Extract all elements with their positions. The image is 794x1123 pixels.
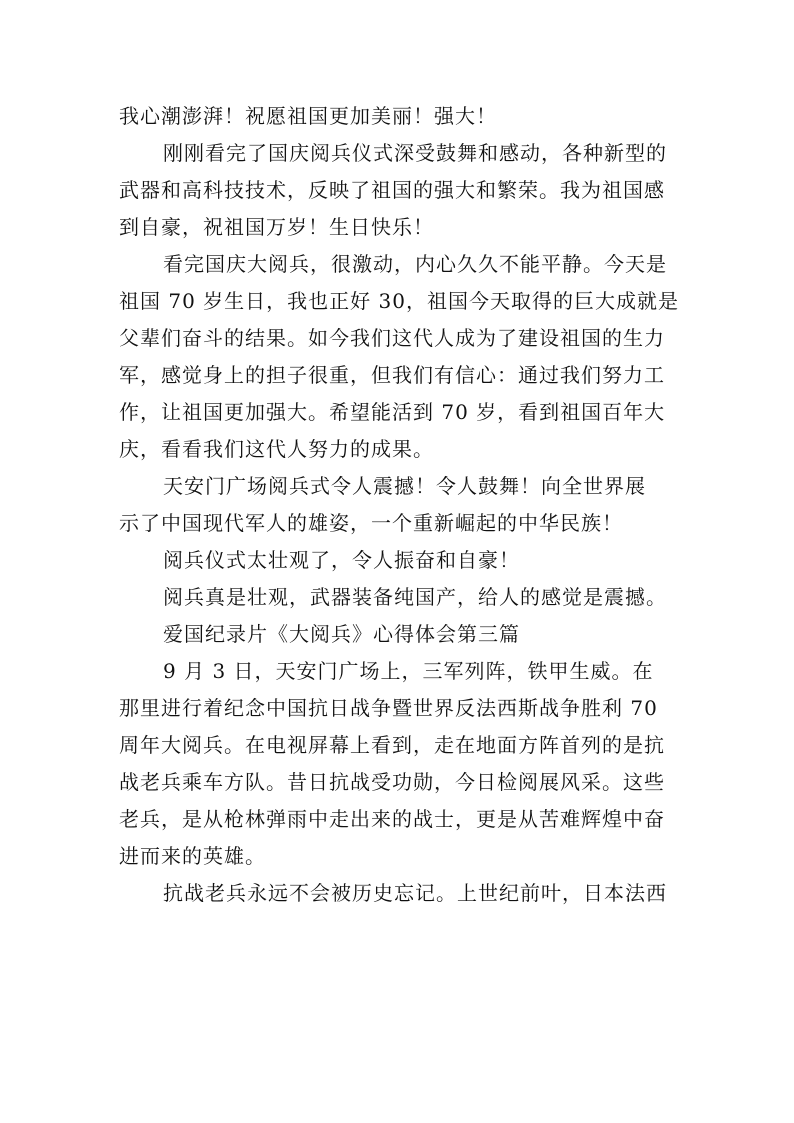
text-line: 9 月 3 日，天安门广场上，三军列阵，铁甲生威。在 <box>163 659 654 683</box>
text-line: 刚刚看完了国庆阅兵仪式深受鼓舞和感动，各种新型的 <box>163 141 667 165</box>
text-line: 抗战老兵永远不会被历史忘记。上世纪前叶，日本法西 <box>163 881 667 905</box>
text-line: 那里进行着纪念中国抗日战争暨世界反法西斯战争胜利 70 <box>119 696 658 720</box>
document-body <box>119 98 679 912</box>
text-line: 我心潮澎湃！祝愿祖国更加美丽！强大！ <box>119 104 497 128</box>
text-line: 祖国 70 岁生日，我也正好 30，祖国今天取得的巨大成就是 <box>119 289 679 313</box>
text-line: 作，让祖国更加强大。希望能活到 70 岁，看到祖国百年大 <box>119 400 666 424</box>
text-line: 看完国庆大阅兵，很激动，内心久久不能平静。今天是 <box>163 252 667 276</box>
text-line: 阅兵仪式太壮观了，令人振奋和自豪！ <box>163 548 520 572</box>
text-line: 老兵，是从枪林弹雨中走出来的战士，更是从苦难辉煌中奋 <box>119 807 665 831</box>
text-line: 军，感觉身上的担子很重，但我们有信心：通过我们努力工 <box>119 363 665 387</box>
text-line: 爱国纪录片《大阅兵》心得体会第三篇 <box>163 622 520 646</box>
text-line: 武器和高科技技术，反映了祖国的强大和繁荣。我为祖国感 <box>119 178 665 202</box>
text-line: 庆，看看我们这代人努力的成果。 <box>119 437 434 461</box>
text-line: 父辈们奋斗的结果。如今我们这代人成为了建设祖国的生力 <box>119 326 665 350</box>
text-line: 到自豪，祝祖国万岁！生日快乐！ <box>119 215 434 239</box>
text-line: 周年大阅兵。在电视屏幕上看到，走在地面方阵首列的是抗 <box>119 733 665 757</box>
text-line: 战老兵乘车方队。昔日抗战受功勋，今日检阅展风采。这些 <box>119 770 665 794</box>
text-line: 阅兵真是壮观，武器装备纯国产，给人的感觉是震撼。 <box>163 585 667 609</box>
text-line: 示了中国现代军人的雄姿，一个重新崛起的中华民族！ <box>119 511 623 535</box>
text-line: 天安门广场阅兵式令人震撼！令人鼓舞！向全世界展 <box>163 474 646 498</box>
text-line: 进而来的英雄。 <box>119 844 266 868</box>
